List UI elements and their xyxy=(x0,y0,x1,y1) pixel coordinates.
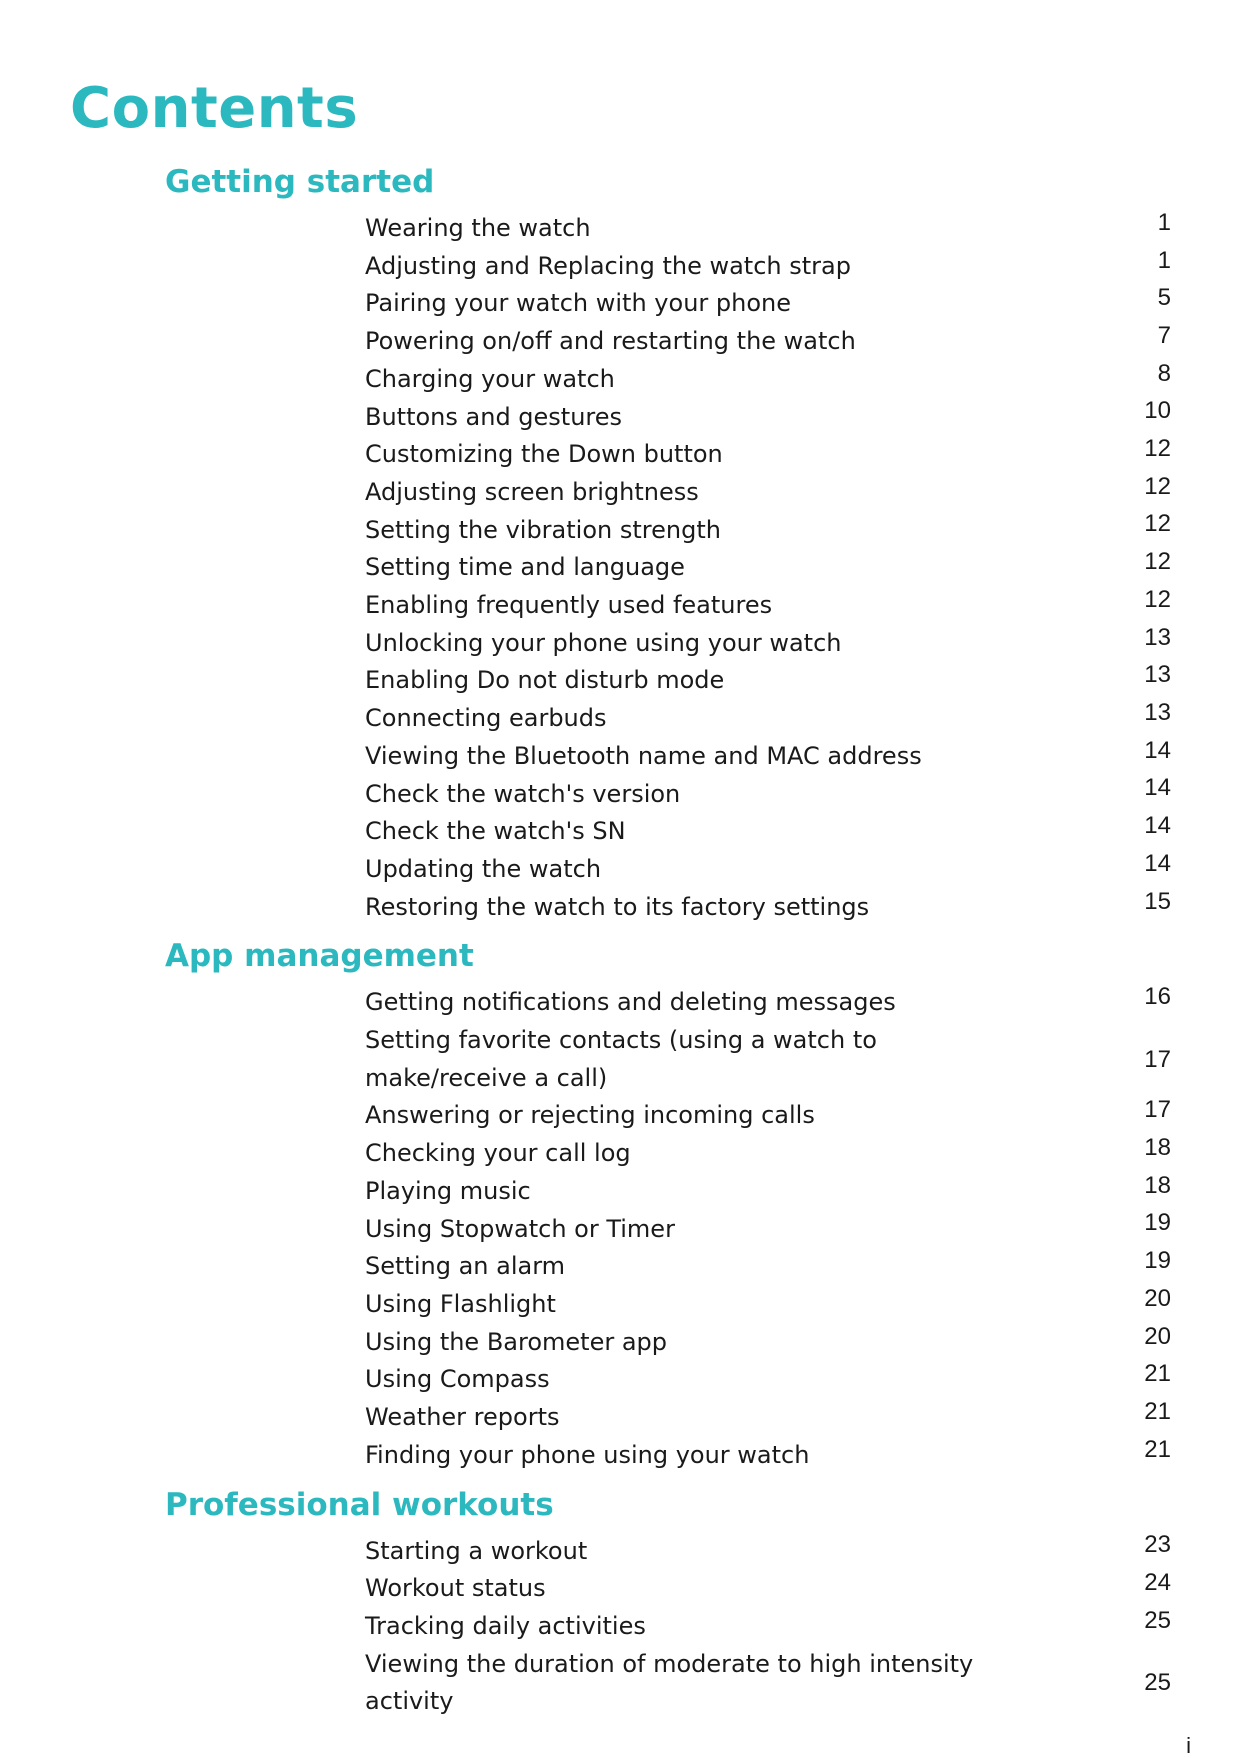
toc-entry-page: 12 xyxy=(1144,472,1171,500)
toc-entry-label: Powering on/off and restarting the watch xyxy=(365,327,856,356)
toc-entry-page: 1 xyxy=(1157,208,1171,236)
toc-entry-page: 15 xyxy=(1144,887,1171,915)
toc-entry[interactable] xyxy=(365,776,1171,814)
toc-entry-label: Viewing the Bluetooth name and MAC address xyxy=(365,741,922,770)
toc-entry-page: 19 xyxy=(1144,1247,1171,1275)
toc-entry-page: 20 xyxy=(1144,1284,1171,1312)
toc-entry[interactable] xyxy=(365,1097,1171,1135)
toc-entry[interactable] xyxy=(365,474,1171,512)
toc-entry[interactable] xyxy=(365,889,1171,927)
toc-entry-label: Viewing the duration of moderate to high intensity activity xyxy=(365,1649,974,1716)
toc-entry[interactable] xyxy=(365,1608,1171,1646)
toc-entry-page: 14 xyxy=(1144,812,1171,840)
toc-entry[interactable] xyxy=(365,1286,1171,1324)
toc-entry[interactable] xyxy=(365,1324,1171,1362)
toc-entry[interactable] xyxy=(365,587,1171,625)
toc-entry[interactable] xyxy=(365,399,1171,437)
toc-entry-label: Wearing the watch xyxy=(365,214,591,242)
toc-entry-page: 14 xyxy=(1144,774,1171,802)
toc-entry-page: 18 xyxy=(1144,1171,1171,1199)
toc-entry[interactable] xyxy=(365,248,1171,286)
toc-entry-page: 25 xyxy=(1144,1669,1171,1697)
toc-entry-page: 14 xyxy=(1144,736,1171,764)
toc-entry-page: 12 xyxy=(1144,548,1171,576)
toc-entry-page: 17 xyxy=(1144,1045,1171,1073)
toc-entry-label: Pairing your watch with your phone xyxy=(365,289,791,318)
toc-entry-label: Adjusting and Replacing the watch strap xyxy=(365,251,851,280)
toc-entry-page: 17 xyxy=(1144,1096,1171,1124)
toc-section xyxy=(0,934,1241,1474)
toc-entry[interactable] xyxy=(365,361,1171,399)
toc-entry-label: Setting time and language xyxy=(365,553,685,582)
toc-entry-label: Enabling Do not disturb mode xyxy=(365,666,725,695)
toc-entry-page: 5 xyxy=(1157,284,1171,312)
toc-entry[interactable] xyxy=(365,700,1171,738)
section-title[interactable]: Getting started xyxy=(165,164,435,200)
page-number: i xyxy=(1186,1733,1191,1758)
toc-entry-page: 21 xyxy=(1144,1435,1171,1463)
toc-entry[interactable] xyxy=(365,1646,1171,1721)
toc-entry-page: 13 xyxy=(1144,623,1171,651)
toc-entry-label: Using Stopwatch or Timer xyxy=(365,1214,675,1243)
toc-entry-page: 20 xyxy=(1144,1322,1171,1350)
toc-entry-page: 10 xyxy=(1144,397,1171,425)
toc-entry[interactable] xyxy=(365,1361,1171,1399)
toc-entry[interactable] xyxy=(365,210,1171,248)
toc-entry-label: Restoring the watch to its factory settings xyxy=(365,892,870,921)
toc-entry-page: 24 xyxy=(1144,1569,1171,1597)
toc-entry-page: 12 xyxy=(1144,510,1171,538)
toc-entry[interactable] xyxy=(365,738,1171,776)
toc-entry-page: 19 xyxy=(1144,1209,1171,1237)
toc-entry-label: Answering or rejecting incoming calls xyxy=(365,1101,815,1130)
toc-entry-label: Charging your watch xyxy=(365,364,615,393)
toc-entry-label: Enabling frequently used features xyxy=(365,591,773,620)
toc-section xyxy=(0,1483,1241,1722)
toc-entry[interactable] xyxy=(365,851,1171,889)
toc-entry[interactable] xyxy=(365,1570,1171,1608)
toc-entry[interactable] xyxy=(365,1399,1171,1437)
table-of-contents xyxy=(0,160,1241,1729)
toc-entry-page: 21 xyxy=(1144,1397,1171,1425)
toc-entry[interactable] xyxy=(365,1211,1171,1249)
toc-entry-label: Playing music xyxy=(365,1176,531,1205)
toc-entry-label: Connecting earbuds xyxy=(365,704,607,733)
toc-entry[interactable] xyxy=(365,1248,1171,1286)
section-title[interactable]: App management xyxy=(165,938,474,975)
toc-entry-label: Setting favorite contacts (using a watch to make/receive a call) xyxy=(365,1026,877,1092)
toc-section xyxy=(0,160,1241,926)
toc-entry[interactable] xyxy=(365,549,1171,587)
toc-entry[interactable] xyxy=(365,813,1171,851)
toc-entry-label: Setting an alarm xyxy=(365,1252,566,1281)
section-title[interactable]: Professional workouts xyxy=(165,1486,554,1523)
toc-entry-page: 12 xyxy=(1144,435,1171,463)
toc-entry-page: 16 xyxy=(1144,983,1171,1011)
toc-entry-page: 23 xyxy=(1144,1531,1171,1559)
toc-entry[interactable] xyxy=(365,625,1171,663)
toc-entry-page: 18 xyxy=(1144,1134,1171,1162)
toc-entry-page: 1 xyxy=(1157,246,1171,274)
toc-entry-label: Using Compass xyxy=(365,1365,550,1394)
toc-entry-label: Customizing the Down button xyxy=(365,440,723,469)
toc-entry-page: 21 xyxy=(1144,1360,1171,1388)
toc-entry-label: Using the Barometer app xyxy=(365,1327,668,1356)
toc-entry-label: Finding your phone using your watch xyxy=(365,1440,810,1469)
toc-entry[interactable] xyxy=(365,1173,1171,1211)
toc-entry-page: 12 xyxy=(1144,585,1171,613)
toc-entry-label: Using Flashlight xyxy=(365,1289,556,1318)
toc-entry-label: Buttons and gestures xyxy=(365,402,623,431)
toc-entry-label: Workout status xyxy=(365,1574,546,1603)
toc-entry-page: 7 xyxy=(1157,321,1171,349)
toc-entry[interactable] xyxy=(365,1533,1171,1571)
toc-entry-page: 13 xyxy=(1144,698,1171,726)
toc-entry-label: Unlocking your phone using your watch xyxy=(365,628,842,657)
toc-entry[interactable] xyxy=(365,512,1171,550)
toc-entry[interactable] xyxy=(365,1135,1171,1173)
page-title: Contents xyxy=(70,76,359,141)
toc-entry-label: Checking your call log xyxy=(365,1139,631,1168)
toc-entry-label: Starting a workout xyxy=(365,1536,588,1565)
toc-entry[interactable] xyxy=(365,436,1171,474)
toc-entry[interactable] xyxy=(365,1437,1171,1475)
toc-entry-label: Tracking daily activities xyxy=(365,1611,646,1640)
toc-entry[interactable] xyxy=(365,984,1171,1022)
toc-entry-label: Setting the vibration strength xyxy=(365,515,721,544)
toc-entry-page: 13 xyxy=(1144,661,1171,689)
toc-entry-label: Getting notifications and deleting messages xyxy=(365,988,896,1017)
toc-entry-label: Adjusting screen brightness xyxy=(365,477,699,506)
toc-entry[interactable] xyxy=(365,323,1171,361)
toc-entry[interactable] xyxy=(365,1022,1171,1097)
toc-entry-label: Check the watch's version xyxy=(365,779,681,808)
toc-entry[interactable] xyxy=(365,662,1171,700)
toc-entry-label: Weather reports xyxy=(365,1403,560,1432)
toc-entry-page: 8 xyxy=(1157,359,1171,387)
toc-entry-label: Updating the watch xyxy=(365,854,602,883)
toc-entry[interactable] xyxy=(365,285,1171,323)
toc-entry-page: 25 xyxy=(1144,1606,1171,1634)
toc-entry-page: 14 xyxy=(1144,849,1171,877)
toc-entry-label: Check the watch's SN xyxy=(365,817,626,846)
